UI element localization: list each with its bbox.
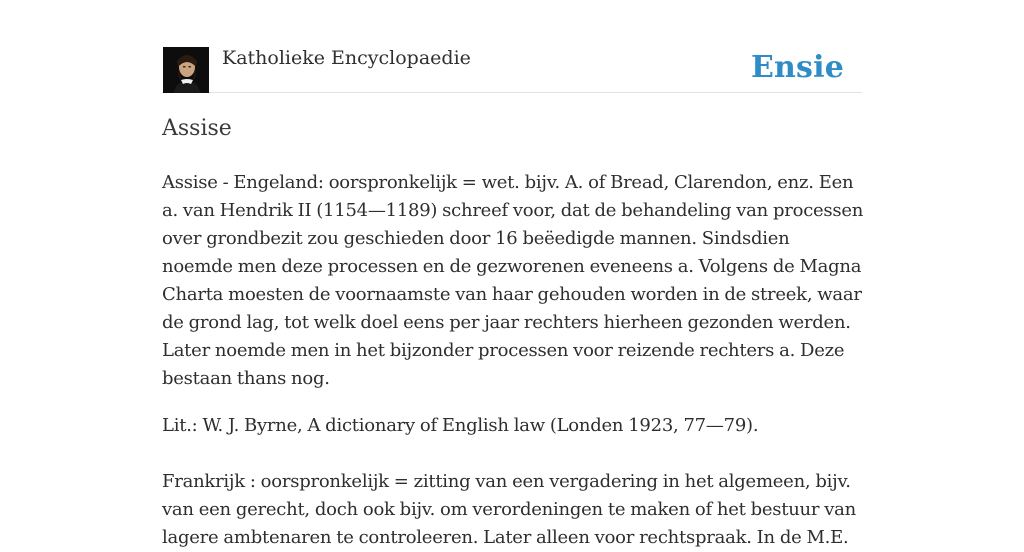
page-title: Assise — [162, 116, 232, 141]
paragraph-literature: Lit.: W. J. Byrne, A dictionary of English law (Londen 1923, 77—79). — [162, 415, 759, 436]
paragraph-engeland: Assise - Engeland: oorspronkelijk = wet. bijv. A. of Bread, Clarendon, enz. Een a. van Hendrik II (1154—1189) schreef voor, dat de behandeling van processen over grondbezit zou geschieden door 16 beëedigde mannen. Sindsdien noemde men deze processen en de gezworenen eveneens a. Volgens de Magna Charta moesten de voornaamste van haar gehouden worden in de streek, waar de grond lag, tot welk doel eens per jaar rechters hierheen gezonden werden. Later noemde men in het bijzonder processen voor reizende rechters a. Deze bestaan thans nog. — [162, 172, 864, 389]
paragraph-frankrijk: Frankrijk : oorspronkelijk = zitting van een vergadering in het algemeen, bijv. van een gerecht, doch ook bijv. om verordeningen te maken of het bestuur van lagere ambtenaren te controleeren. Later alleen voor rechtspraak. In de M.E. — [162, 471, 856, 548]
site-header — [162, 44, 862, 93]
portrait-avatar-icon[interactable] — [163, 47, 209, 93]
page — [162, 0, 864, 548]
site-name[interactable]: Katholieke Encyclopaedie — [222, 47, 471, 69]
brand-logo[interactable]: Ensie — [750, 50, 844, 85]
portrait-svg — [163, 47, 209, 93]
article-body — [162, 169, 864, 552]
